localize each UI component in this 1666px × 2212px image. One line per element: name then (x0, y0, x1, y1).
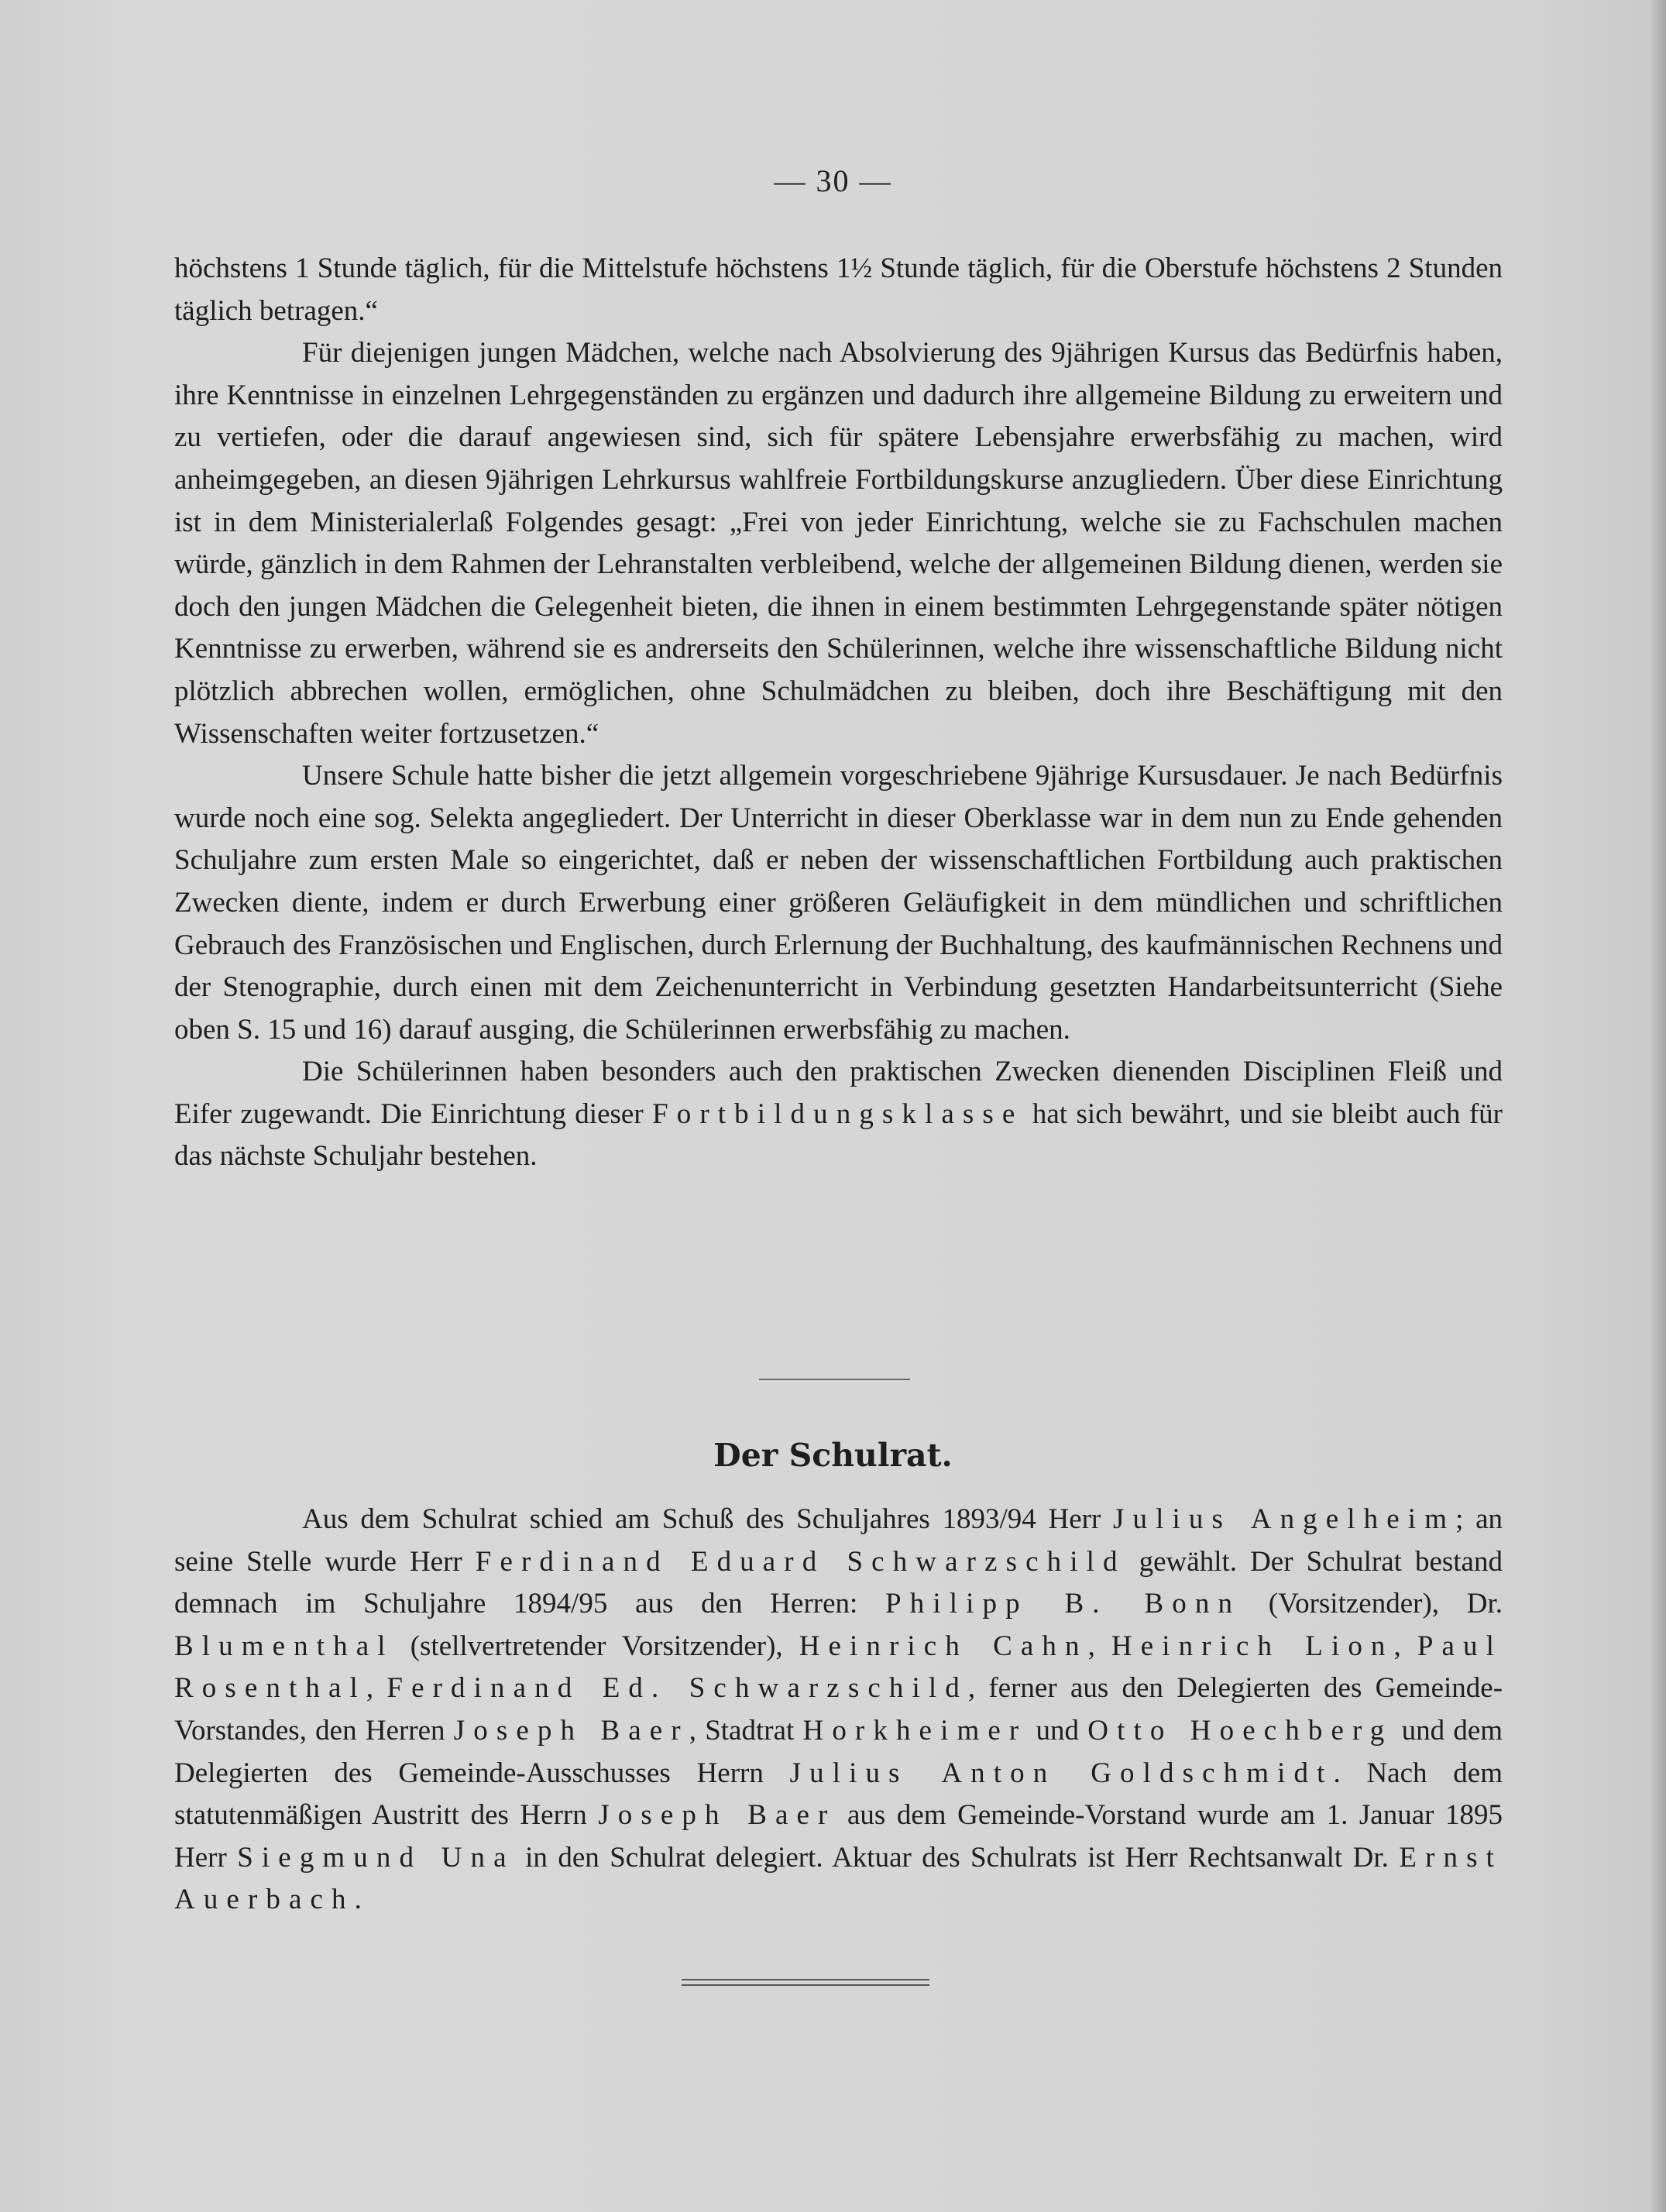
text-run: in den Schulrat delegiert. Aktuar des Schulrats ist Herr Rechtsanwalt Dr. (514, 1841, 1400, 1874)
section-divider (759, 1379, 910, 1380)
text-run: , Stadtrat (689, 1714, 803, 1747)
paragraph-fortbildungskurse: Für diejenigen jungen Mädchen, welche nach Absolvierung des 9jährigen Kursus das Bedürfnis haben, ihre Kenntnisse in einzelnen Lehrgegenständen zu ergänzen und dadurch ihre allgemeine Bildung zu erweitern und zu vertiefen, oder die darauf angewiesen sind, sich für spätere Lebensjahre erwerbsfähig zu machen, wird anheimgegeben, an diesen 9jährigen Lehrkursus wahlfreie Fortbildungskurse anzugliedern. Über diese Einrichtung ist in dem Ministerialerlaß Folgendes gesagt: „Frei von jeder Einrichtung, welche sie zu Fachschulen machen würde, gänzlich in dem Rahmen der Lehranstalten verbleibend, welche der allgemeinen Bildung dienen, werden sie doch den jungen Mädchen die Gelegenheit bieten, die ihnen in einem bestimmten Lehrgegenstande später nötigen Kenntnisse zu erwerben, während sie es andrerseits den Schülerinnen, welche ihre wissenschaftliche Bildung nicht plötzlich abbrechen wollen, ermöglichen, ohne Schulmädchen zu bleiben, doch ihre Beschäftigung mit den Wissenschaften weiter fortzusetzen.“ (174, 337, 1503, 750)
person-name: Ferdinand Eduard Schwarzschild (475, 1545, 1126, 1578)
section-heading: Der Schulrat. (713, 1437, 953, 1474)
text-run: aus dem Gemeinde-Vorstand wurde am 1. Januar 1895 Herr (174, 1799, 1503, 1874)
person-name: Heinrich Cahn (799, 1630, 1088, 1662)
person-name: Joseph Baer (598, 1799, 836, 1832)
text-run: , (1393, 1630, 1417, 1662)
closing-double-rule (682, 1979, 929, 1986)
text-run: , (1087, 1630, 1111, 1662)
text-run: ; an seine Stelle wurde Herr (174, 1503, 1503, 1578)
page-number: — 30 — (774, 163, 892, 198)
body-text-section (174, 248, 1503, 1178)
paragraph-kursusdauer: Unsere Schule hatte bisher die jetzt allgemein vorgeschriebene 9jährige Kursusdauer. Je nach Bedürfnis wurde noch eine sog. Selekta angegliedert. Der Unterricht in dieser Oberklasse war in dem nun zu Ende gehenden Schuljahre zum ersten Male so eingerichtet, daß er neben der wissenschaftlichen Fortbildung auch praktischen Zwecken diente, indem er durch Erwerbung einer größeren Geläufigkeit in dem mündlichen und schriftlichen Gebrauch des Französischen und Englischen, durch Erlernung der Buchhaltung, des kaufmännischen Rechnens und der Stenographie, durch einen mit dem Zeichenunterricht in Verbindung gesetzten Handarbeitsunterricht (Siehe oben S. 15 und 16) darauf ausging, die Schülerinnen erwerbsfähig zu machen. (174, 760, 1503, 1046)
person-name: Blumenthal (174, 1630, 394, 1662)
paragraph-schulrat (174, 1499, 1503, 1922)
spaced-term: Fortbildungsklasse (652, 1097, 1024, 1130)
person-name: Otto Hoechberg (1087, 1714, 1393, 1747)
person-name: Heinrich Lion (1111, 1630, 1394, 1662)
person-name: Julius Anton Goldschmidt (789, 1757, 1334, 1789)
text-run: . Nach dem statutenmäßigen Austritt des Herrn (174, 1757, 1503, 1832)
text-run: (Vorsitzender), Dr. (1241, 1588, 1503, 1620)
text-run: Die Schülerinnen haben besonders auch den praktischen Zwecken dienenden Disciplinen Fleiß und Eifer zugewandt. Die Einrichtung dieser (174, 1056, 1503, 1130)
person-name: Paul Rosenthal (174, 1630, 1503, 1705)
text-run: Aus dem Schulrat schied am Schuß des Schuljahres 1893/94 Herr (302, 1503, 1114, 1535)
text-run: und dem Delegierten des Gemeinde-Ausschusses Herrn (174, 1714, 1503, 1789)
person-name: Siegmund Una (237, 1841, 515, 1874)
text-run: gewählt. Der Schulrat bestand demnach im Schuljahre 1894/95 aus den Herren: (174, 1545, 1503, 1620)
text-run: . (354, 1884, 362, 1916)
paragraph-continuation: höchstens 1 Stunde täglich, für die Mittelstufe höchstens 1½ Stunde täglich, für die Oberstufe höchstens 2 Stunden täglich betragen.“ (174, 252, 1503, 327)
text-run: , (366, 1672, 387, 1705)
person-name: Julius Angelheim (1113, 1503, 1456, 1535)
person-name: Ernst Auerbach (174, 1841, 1503, 1916)
schulrat-section (174, 1499, 1503, 1922)
text-run: und (1027, 1714, 1088, 1747)
person-name: Philipp B. Bonn (885, 1588, 1242, 1620)
page-edge-shadow (1649, 0, 1666, 2212)
text-run: hat sich bewährt, und sie bleibt auch für das nächste Schuljahr bestehen. (174, 1097, 1503, 1173)
paragraph-fortbildungsklasse (174, 1051, 1503, 1178)
text-run: , ferner aus den Delegierten des Gemeinde-Vorstandes, den Herren (174, 1672, 1503, 1747)
person-name: Horkheimer (802, 1714, 1028, 1747)
text-run: (stellvertretender Vorsitzender), (393, 1630, 799, 1662)
person-name: Joseph Baer (453, 1714, 689, 1747)
person-name: Ferdinand Ed. Schwarzschild (386, 1672, 968, 1705)
